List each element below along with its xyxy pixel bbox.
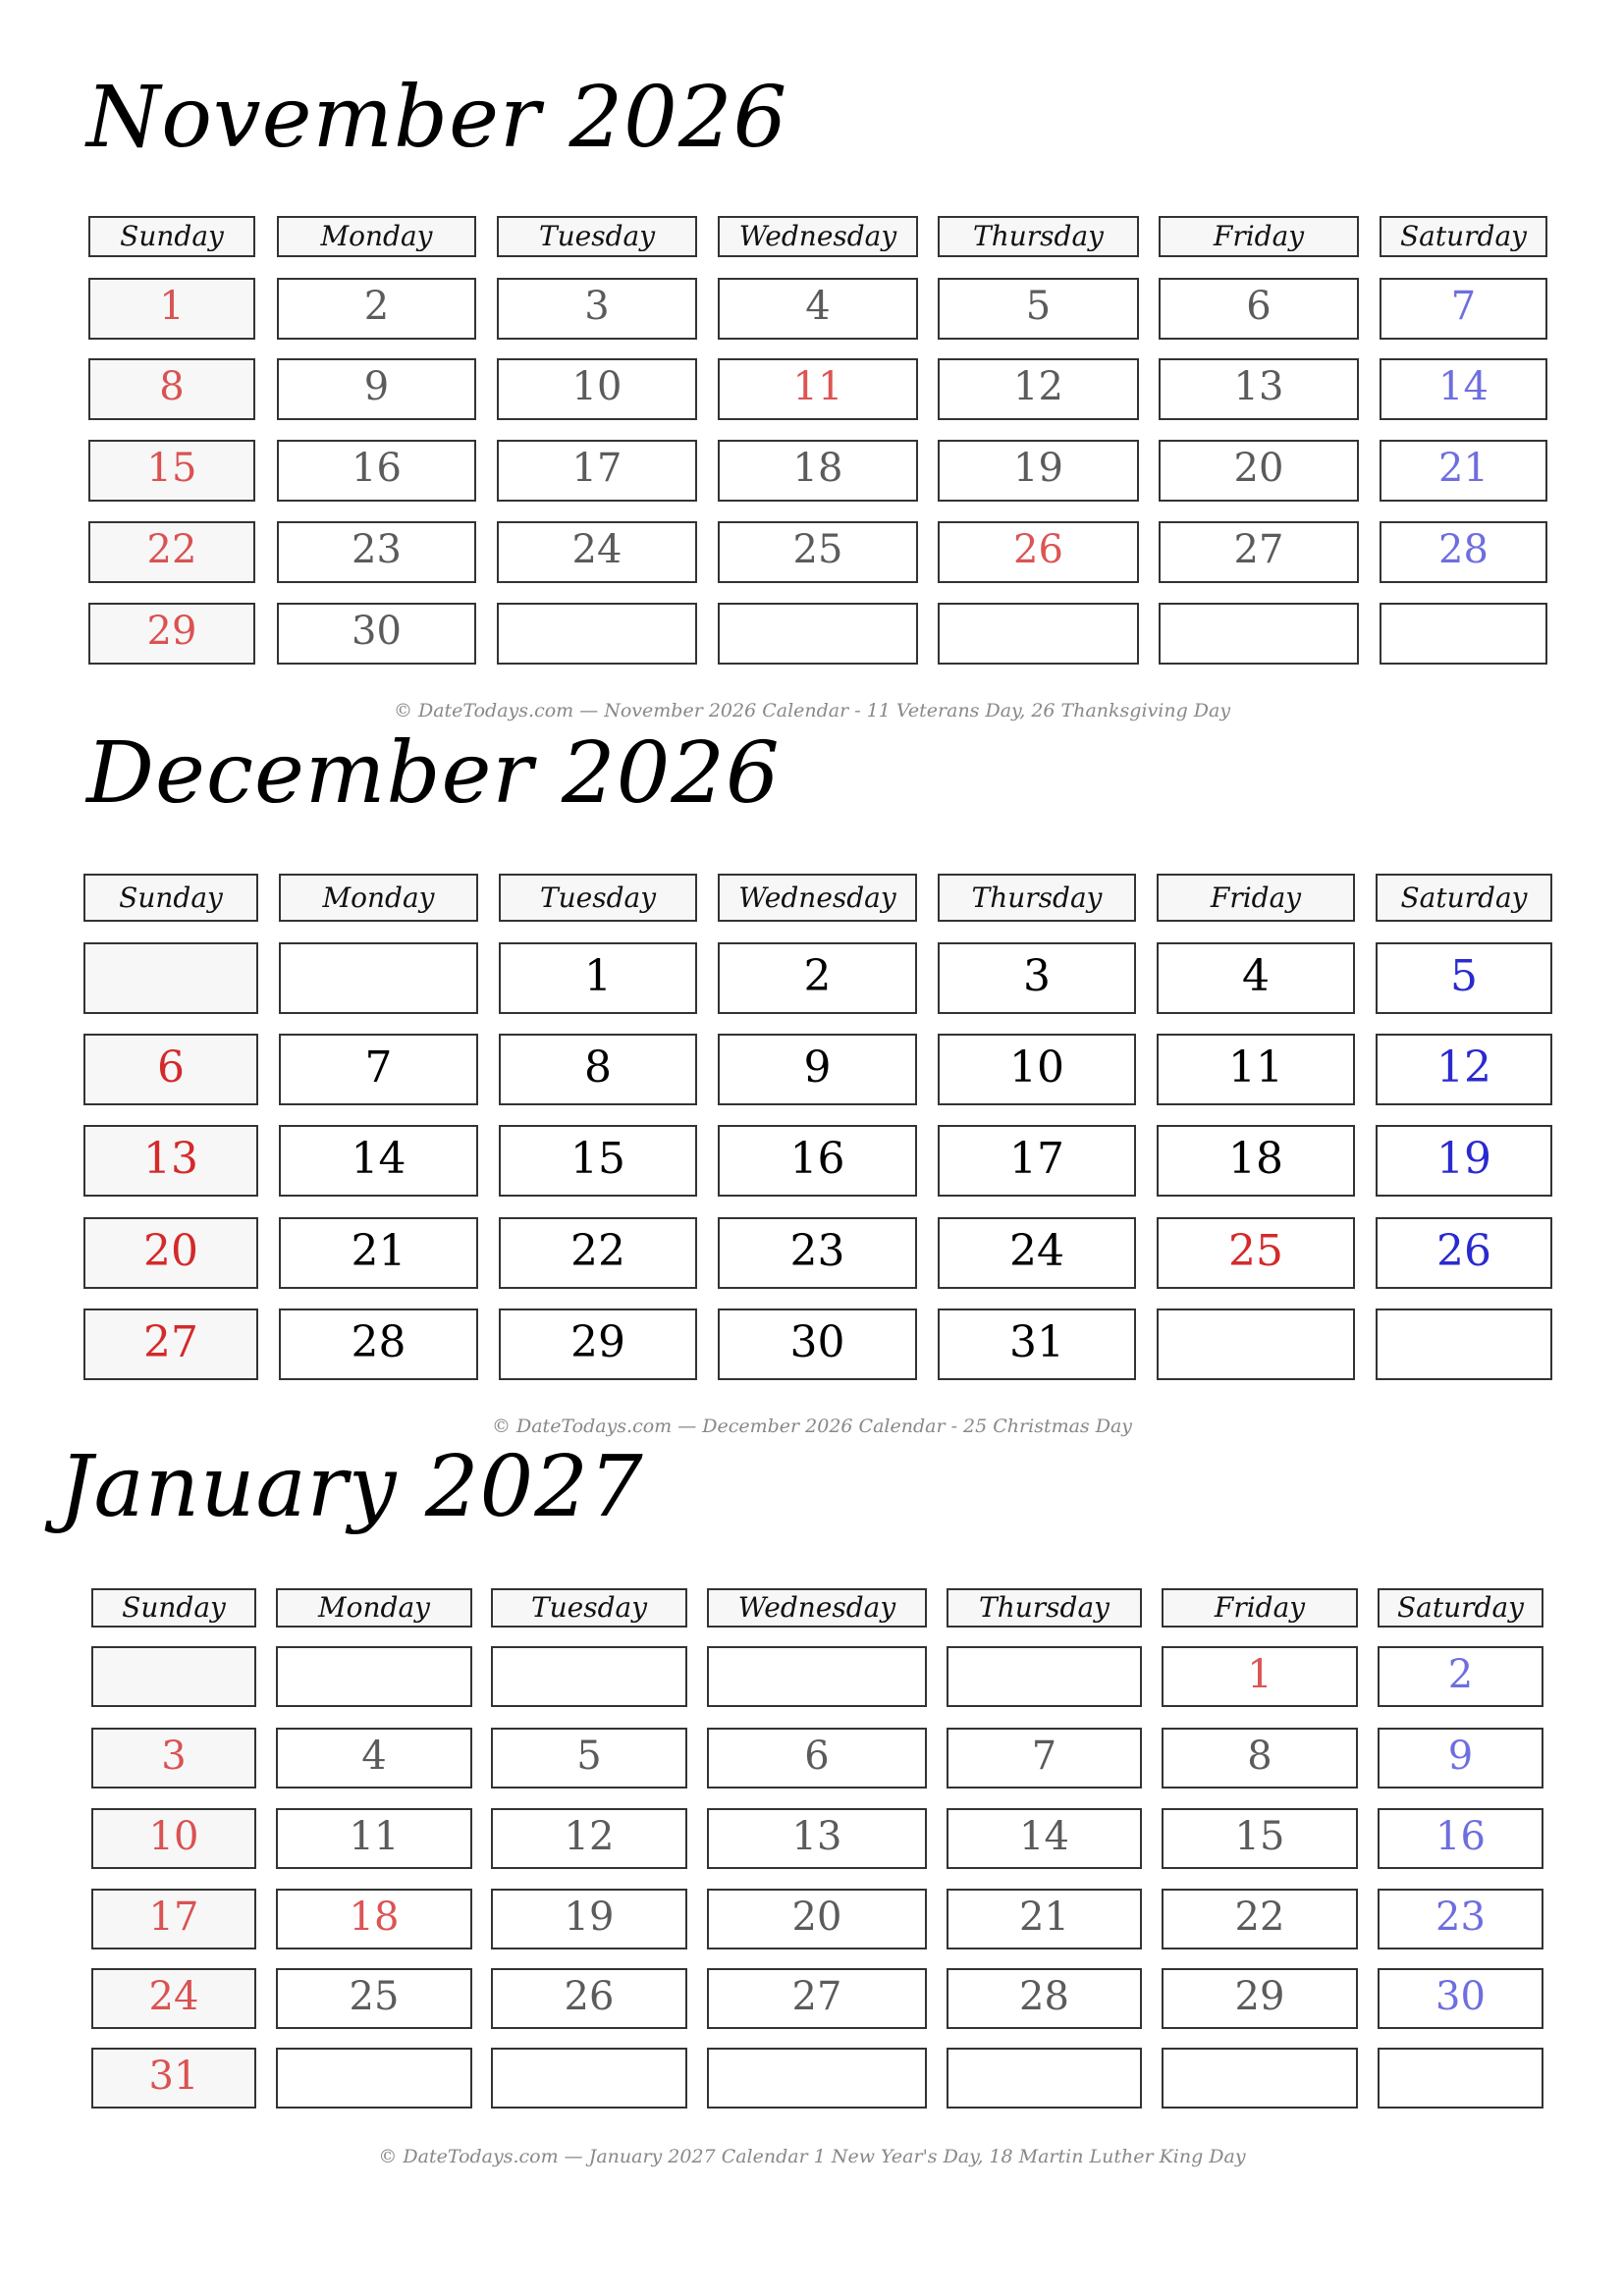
day-number: 30 bbox=[1435, 1974, 1486, 2019]
day-number: 21 bbox=[1438, 446, 1489, 491]
day-cell[interactable] bbox=[88, 521, 255, 583]
month-title: December 2026 bbox=[86, 724, 781, 823]
day-cell[interactable] bbox=[497, 278, 697, 340]
day-number: 18 bbox=[792, 446, 843, 491]
day-cell[interactable] bbox=[1378, 2048, 1543, 2109]
day-cell[interactable] bbox=[491, 1808, 687, 1869]
day-number: 1 bbox=[1247, 1652, 1272, 1697]
day-number: 30 bbox=[789, 1317, 845, 1367]
day-cell[interactable] bbox=[91, 1646, 256, 1707]
day-cell[interactable] bbox=[491, 1646, 687, 1707]
day-cell[interactable] bbox=[1159, 521, 1359, 583]
day-cell[interactable] bbox=[277, 521, 476, 583]
day-cell[interactable] bbox=[88, 440, 255, 502]
day-number: 1 bbox=[584, 951, 612, 1001]
day-cell[interactable] bbox=[718, 603, 918, 665]
day-number: 16 bbox=[789, 1134, 845, 1184]
day-number: 12 bbox=[564, 1814, 615, 1859]
day-number: 30 bbox=[352, 609, 402, 654]
day-number: 21 bbox=[351, 1226, 406, 1276]
day-cell[interactable] bbox=[1157, 942, 1355, 1014]
day-cell[interactable] bbox=[491, 1728, 687, 1789]
day-number: 8 bbox=[159, 364, 185, 409]
day-cell[interactable] bbox=[279, 1125, 478, 1197]
day-number: 24 bbox=[571, 527, 623, 572]
day-number: 10 bbox=[571, 364, 623, 409]
weekday-header: Thursday bbox=[947, 1588, 1142, 1628]
weekday-header: Saturday bbox=[1378, 1588, 1543, 1628]
day-cell[interactable] bbox=[1376, 942, 1552, 1014]
day-cell[interactable] bbox=[707, 1646, 927, 1707]
day-cell[interactable] bbox=[91, 1728, 256, 1789]
weekday-header: Sunday bbox=[83, 874, 258, 922]
day-cell[interactable] bbox=[1380, 440, 1547, 502]
day-number: 5 bbox=[1025, 284, 1052, 329]
day-cell[interactable] bbox=[1378, 1808, 1543, 1869]
day-cell[interactable] bbox=[718, 521, 918, 583]
day-number: 12 bbox=[1436, 1042, 1491, 1093]
weekday-header: Tuesday bbox=[499, 874, 697, 922]
day-cell[interactable] bbox=[707, 1728, 927, 1789]
weekday-header: Monday bbox=[277, 216, 476, 257]
day-cell[interactable] bbox=[499, 1125, 697, 1197]
weekday-header: Friday bbox=[1157, 874, 1355, 922]
day-number: 1 bbox=[159, 284, 185, 329]
day-cell[interactable] bbox=[947, 1968, 1142, 2029]
day-number: 16 bbox=[1435, 1814, 1486, 1859]
day-number: 15 bbox=[1234, 1814, 1285, 1859]
weekday-header: Thursday bbox=[938, 874, 1136, 922]
day-cell[interactable] bbox=[938, 1125, 1136, 1197]
day-cell[interactable] bbox=[277, 603, 476, 665]
day-cell[interactable] bbox=[497, 358, 697, 420]
day-number: 10 bbox=[148, 1814, 199, 1859]
day-number: 15 bbox=[570, 1134, 625, 1184]
day-cell[interactable] bbox=[276, 1728, 472, 1789]
day-number: 17 bbox=[571, 446, 623, 491]
day-cell[interactable] bbox=[718, 358, 918, 420]
day-cell[interactable] bbox=[1380, 521, 1547, 583]
day-cell[interactable] bbox=[499, 1034, 697, 1105]
day-number: 27 bbox=[1233, 527, 1284, 572]
day-cell[interactable] bbox=[88, 358, 255, 420]
day-number: 13 bbox=[791, 1814, 842, 1859]
day-cell[interactable] bbox=[938, 440, 1139, 502]
day-number: 9 bbox=[1447, 1734, 1474, 1779]
day-number: 11 bbox=[349, 1814, 400, 1859]
day-number: 9 bbox=[803, 1042, 832, 1093]
day-number: 10 bbox=[1009, 1042, 1064, 1093]
weekday-header: Saturday bbox=[1376, 874, 1552, 922]
day-cell[interactable] bbox=[499, 942, 697, 1014]
calendar-footer: © DateTodays.com — December 2026 Calendar - 25 Christmas Day bbox=[491, 1415, 1133, 1437]
day-number: 4 bbox=[1242, 951, 1270, 1001]
day-number: 7 bbox=[1450, 284, 1477, 329]
day-cell[interactable] bbox=[938, 358, 1139, 420]
day-cell[interactable] bbox=[1378, 1968, 1543, 2029]
day-number: 19 bbox=[1436, 1134, 1491, 1184]
day-number: 8 bbox=[584, 1042, 612, 1093]
day-cell[interactable] bbox=[718, 1308, 917, 1380]
day-number: 4 bbox=[361, 1734, 387, 1779]
day-cell[interactable] bbox=[718, 1034, 917, 1105]
day-cell[interactable] bbox=[938, 278, 1139, 340]
day-cell[interactable] bbox=[1157, 1034, 1355, 1105]
day-cell[interactable] bbox=[947, 1889, 1142, 1949]
weekday-header: Friday bbox=[1162, 1588, 1358, 1628]
day-number: 25 bbox=[1228, 1226, 1283, 1276]
day-cell[interactable] bbox=[938, 1217, 1136, 1289]
day-cell[interactable] bbox=[83, 1034, 258, 1105]
day-cell[interactable] bbox=[276, 1808, 472, 1869]
weekday-header: Sunday bbox=[91, 1588, 256, 1628]
day-cell[interactable] bbox=[1380, 278, 1547, 340]
day-number: 13 bbox=[143, 1134, 198, 1184]
day-cell[interactable] bbox=[1380, 603, 1547, 665]
day-cell[interactable] bbox=[947, 1728, 1142, 1789]
day-number: 14 bbox=[1019, 1814, 1069, 1859]
day-cell[interactable] bbox=[83, 1308, 258, 1380]
day-cell[interactable] bbox=[1162, 1889, 1358, 1949]
day-number: 21 bbox=[1019, 1895, 1069, 1940]
day-cell[interactable] bbox=[1376, 1217, 1552, 1289]
day-cell[interactable] bbox=[707, 1889, 927, 1949]
day-cell[interactable] bbox=[947, 2048, 1142, 2109]
day-number: 27 bbox=[143, 1317, 198, 1367]
day-number: 22 bbox=[1234, 1895, 1285, 1940]
day-cell[interactable] bbox=[276, 1968, 472, 2029]
day-number: 26 bbox=[564, 1974, 615, 2019]
day-cell[interactable] bbox=[938, 1034, 1136, 1105]
day-cell[interactable] bbox=[938, 942, 1136, 1014]
day-number: 3 bbox=[584, 284, 610, 329]
calendar-footer: © DateTodays.com — November 2026 Calendar - 11 Veterans Day, 26 Thanksgiving Day bbox=[393, 700, 1231, 721]
day-number: 28 bbox=[1438, 527, 1489, 572]
day-number: 2 bbox=[1447, 1652, 1474, 1697]
day-cell[interactable] bbox=[1162, 1728, 1358, 1789]
day-number: 27 bbox=[791, 1974, 842, 2019]
day-cell[interactable] bbox=[1378, 1728, 1543, 1789]
day-cell[interactable] bbox=[1380, 358, 1547, 420]
day-number: 2 bbox=[803, 951, 832, 1001]
month-title: January 2027 bbox=[59, 1438, 644, 1536]
day-number: 7 bbox=[1031, 1734, 1057, 1779]
day-cell[interactable] bbox=[88, 278, 255, 340]
day-number: 23 bbox=[1435, 1895, 1486, 1940]
day-number: 17 bbox=[1009, 1134, 1064, 1184]
day-cell[interactable] bbox=[277, 440, 476, 502]
day-cell[interactable] bbox=[707, 2048, 927, 2109]
weekday-header: Monday bbox=[276, 1588, 472, 1628]
day-cell[interactable] bbox=[1159, 278, 1359, 340]
day-cell[interactable] bbox=[279, 1217, 478, 1289]
day-cell[interactable] bbox=[497, 440, 697, 502]
weekday-header: Friday bbox=[1159, 216, 1359, 257]
day-cell[interactable] bbox=[1157, 1217, 1355, 1289]
day-number: 9 bbox=[363, 364, 390, 409]
day-cell[interactable] bbox=[91, 1808, 256, 1869]
day-number: 14 bbox=[351, 1134, 406, 1184]
day-number: 29 bbox=[146, 609, 197, 654]
day-cell[interactable] bbox=[947, 1646, 1142, 1707]
day-cell[interactable] bbox=[718, 942, 917, 1014]
day-number: 22 bbox=[146, 527, 197, 572]
day-cell[interactable] bbox=[707, 1968, 927, 2029]
day-cell[interactable] bbox=[1159, 603, 1359, 665]
day-number: 7 bbox=[364, 1042, 393, 1093]
weekday-header: Tuesday bbox=[491, 1588, 687, 1628]
day-cell[interactable] bbox=[276, 1889, 472, 1949]
day-cell[interactable] bbox=[91, 2048, 256, 2109]
day-number: 28 bbox=[1019, 1974, 1069, 2019]
day-cell[interactable] bbox=[1162, 1646, 1358, 1707]
day-number: 6 bbox=[804, 1734, 830, 1779]
day-number: 6 bbox=[1246, 284, 1272, 329]
day-cell[interactable] bbox=[83, 1125, 258, 1197]
day-cell[interactable] bbox=[499, 1308, 697, 1380]
day-number: 20 bbox=[1233, 446, 1284, 491]
day-number: 31 bbox=[1009, 1317, 1064, 1367]
day-number: 19 bbox=[564, 1895, 615, 1940]
day-cell[interactable] bbox=[497, 603, 697, 665]
day-number: 25 bbox=[792, 527, 843, 572]
day-cell[interactable] bbox=[1376, 1125, 1552, 1197]
day-cell[interactable] bbox=[276, 1646, 472, 1707]
day-cell[interactable] bbox=[277, 358, 476, 420]
day-cell[interactable] bbox=[1162, 1968, 1358, 2029]
day-number: 8 bbox=[1247, 1734, 1272, 1779]
day-cell[interactable] bbox=[1378, 1889, 1543, 1949]
day-cell[interactable] bbox=[491, 2048, 687, 2109]
calendar-footer: © DateTodays.com — January 2027 Calendar 1 New Year's Day, 18 Martin Luther King Day bbox=[378, 2146, 1246, 2167]
day-number: 18 bbox=[349, 1895, 400, 1940]
day-number: 23 bbox=[789, 1226, 845, 1276]
day-number: 25 bbox=[349, 1974, 400, 2019]
day-cell[interactable] bbox=[1157, 1125, 1355, 1197]
day-cell[interactable] bbox=[276, 2048, 472, 2109]
day-number: 17 bbox=[148, 1895, 199, 1940]
day-cell[interactable] bbox=[718, 1217, 917, 1289]
day-number: 2 bbox=[363, 284, 390, 329]
day-cell[interactable] bbox=[91, 1968, 256, 2029]
day-cell[interactable] bbox=[718, 1125, 917, 1197]
day-number: 14 bbox=[1438, 364, 1489, 409]
day-cell[interactable] bbox=[277, 278, 476, 340]
day-number: 4 bbox=[805, 284, 831, 329]
day-number: 5 bbox=[1450, 951, 1478, 1001]
day-cell[interactable] bbox=[707, 1808, 927, 1869]
weekday-header: Sunday bbox=[88, 216, 255, 257]
day-cell[interactable] bbox=[499, 1217, 697, 1289]
day-number: 24 bbox=[1009, 1226, 1064, 1276]
day-cell[interactable] bbox=[1159, 358, 1359, 420]
day-number: 29 bbox=[1234, 1974, 1285, 2019]
day-cell[interactable] bbox=[1162, 1808, 1358, 1869]
day-number: 18 bbox=[1228, 1134, 1283, 1184]
day-number: 22 bbox=[570, 1226, 625, 1276]
day-number: 5 bbox=[576, 1734, 602, 1779]
weekday-header: Monday bbox=[279, 874, 478, 922]
day-cell[interactable] bbox=[718, 440, 918, 502]
day-cell[interactable] bbox=[279, 1034, 478, 1105]
weekday-header: Wednesday bbox=[718, 216, 918, 257]
day-cell[interactable] bbox=[1376, 1034, 1552, 1105]
day-cell[interactable] bbox=[491, 1889, 687, 1949]
day-number: 15 bbox=[146, 446, 197, 491]
day-number: 20 bbox=[143, 1226, 198, 1276]
day-cell[interactable] bbox=[938, 603, 1139, 665]
day-number: 19 bbox=[1013, 446, 1063, 491]
day-cell[interactable] bbox=[1378, 1646, 1543, 1707]
day-cell[interactable] bbox=[1376, 1308, 1552, 1380]
day-cell[interactable] bbox=[83, 1217, 258, 1289]
day-cell[interactable] bbox=[279, 1308, 478, 1380]
day-cell[interactable] bbox=[83, 942, 258, 1014]
weekday-header: Saturday bbox=[1380, 216, 1547, 257]
day-number: 11 bbox=[792, 364, 843, 409]
day-cell[interactable] bbox=[947, 1808, 1142, 1869]
day-number: 16 bbox=[352, 446, 402, 491]
day-cell[interactable] bbox=[938, 1308, 1136, 1380]
day-number: 23 bbox=[352, 527, 402, 572]
day-number: 11 bbox=[1228, 1042, 1283, 1093]
weekday-header: Wednesday bbox=[718, 874, 917, 922]
day-number: 29 bbox=[570, 1317, 625, 1367]
day-number: 28 bbox=[351, 1317, 406, 1367]
day-cell[interactable] bbox=[91, 1889, 256, 1949]
day-number: 3 bbox=[161, 1734, 187, 1779]
day-cell[interactable] bbox=[88, 603, 255, 665]
weekday-header: Thursday bbox=[938, 216, 1139, 257]
day-cell[interactable] bbox=[1162, 2048, 1358, 2109]
day-cell[interactable] bbox=[1159, 440, 1359, 502]
day-cell[interactable] bbox=[491, 1968, 687, 2029]
day-cell[interactable] bbox=[938, 521, 1139, 583]
day-number: 20 bbox=[791, 1895, 842, 1940]
day-cell[interactable] bbox=[279, 942, 478, 1014]
day-number: 24 bbox=[148, 1974, 199, 2019]
day-number: 26 bbox=[1436, 1226, 1491, 1276]
day-cell[interactable] bbox=[1157, 1308, 1355, 1380]
weekday-header: Wednesday bbox=[707, 1588, 927, 1628]
day-cell[interactable] bbox=[718, 278, 918, 340]
day-number: 6 bbox=[157, 1042, 185, 1093]
day-number: 12 bbox=[1013, 364, 1063, 409]
day-cell[interactable] bbox=[497, 521, 697, 583]
weekday-header: Tuesday bbox=[497, 216, 697, 257]
month-title: November 2026 bbox=[86, 69, 788, 167]
day-number: 26 bbox=[1013, 527, 1063, 572]
day-number: 31 bbox=[148, 2054, 199, 2099]
day-number: 3 bbox=[1023, 951, 1051, 1001]
day-number: 13 bbox=[1233, 364, 1284, 409]
